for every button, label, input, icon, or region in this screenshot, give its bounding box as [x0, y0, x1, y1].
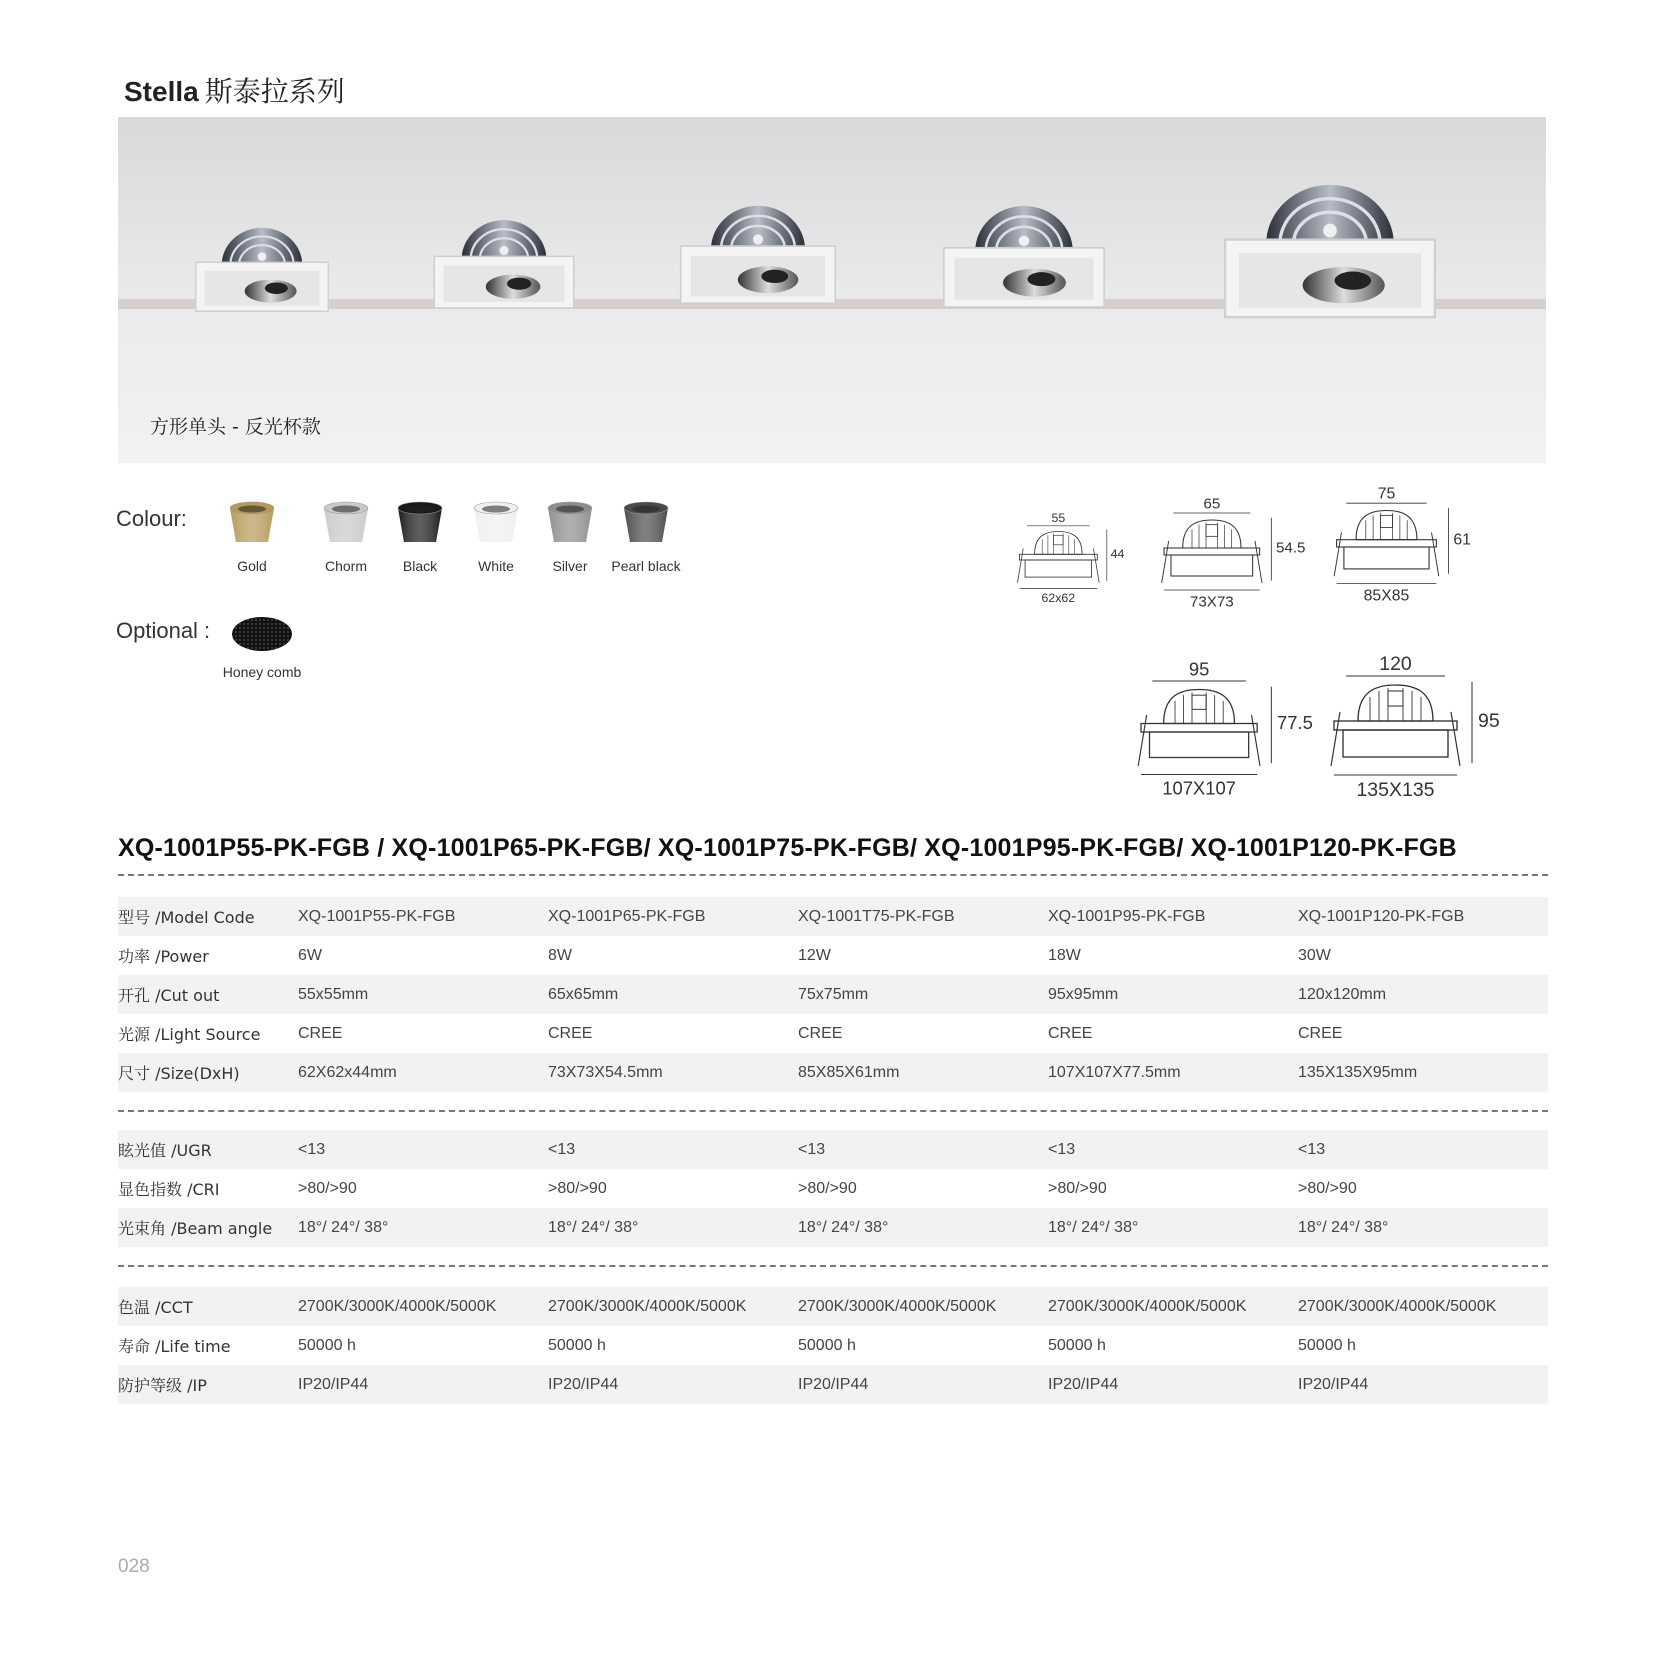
spec-value: 18°/ 24°/ 38° [548, 1208, 798, 1247]
spec-value: 2700K/3000K/4000K/5000K [298, 1287, 548, 1326]
spec-label: 尺寸 /Size(DxH) [118, 1053, 298, 1092]
spec-value: XQ-1001T75-PK-FGB [798, 897, 1048, 936]
spec-row [118, 1014, 1548, 1053]
drawing-width: 95 [1188, 658, 1210, 680]
colour-swatch-pearl-black [596, 500, 696, 574]
colour-name: Chorm [324, 558, 367, 574]
spec-value: <13 [298, 1130, 548, 1169]
spec-label: 光束角 /Beam angle [118, 1208, 298, 1247]
spec-value: IP20/IP44 [1048, 1365, 1298, 1404]
spec-label: 寿命 /Life time [118, 1337, 231, 1356]
spec-value: CREE [1298, 1024, 1343, 1042]
drawing-width: 65 [1203, 495, 1221, 513]
spec-label: 显色指数 /CRI [118, 1180, 220, 1199]
spec-value: IP20/IP44 [548, 1365, 798, 1404]
spec-label: 眩光值 /UGR [118, 1130, 298, 1169]
optional-label: Optional : [116, 618, 211, 643]
brand-name: Stella [124, 76, 199, 107]
spec-value: 50000 h [548, 1336, 606, 1354]
spec-table-optics [118, 1130, 1548, 1247]
drawing-footprint: 85X85 [1363, 587, 1410, 605]
spec-label: 色温 /CCT [118, 1287, 298, 1326]
product-hero-image [118, 117, 1546, 463]
drawing-height: 54.5 [1276, 539, 1306, 557]
spec-label: 开孔 /Cut out [118, 975, 298, 1014]
colour-name: Gold [237, 558, 267, 574]
reflector-ring-icon [320, 500, 372, 548]
model-codes-heading: XQ-1001P55-PK-FGB / XQ-1001P65-PK-FGB/ XQ-1001P75-PK-FGB/ XQ-1001P95-PK-FGB/ XQ-1001P120-PK-FGB [118, 834, 1457, 862]
reflector-ring-icon [226, 500, 278, 548]
drawing-footprint: 73X73 [1189, 593, 1234, 611]
spec-value: >80/>90 [548, 1179, 607, 1197]
dimension-drawing-120 [1316, 646, 1500, 814]
page-number: 028 [118, 1556, 150, 1577]
spec-value: 18°/ 24°/ 38° [298, 1208, 548, 1247]
spec-row [118, 936, 1548, 975]
spec-value: CREE [548, 1024, 593, 1042]
spec-row [118, 1287, 1548, 1326]
honeycomb-option [212, 614, 312, 680]
spec-value: 50000 h [798, 1336, 856, 1354]
spec-value: 50000 h [1298, 1336, 1356, 1354]
spec-value: >80/>90 [1048, 1179, 1107, 1197]
spec-value: 18°/ 24°/ 38° [798, 1208, 1048, 1247]
spec-label: 型号 /Model Code [118, 897, 298, 936]
spec-value: 50000 h [1048, 1336, 1106, 1354]
downlight-photo-3 [674, 197, 842, 312]
downlight-photo-2 [428, 214, 580, 314]
dimension-drawing-55 [1008, 510, 1125, 610]
spec-value: 12W [798, 946, 831, 964]
reflector-ring-icon [620, 500, 672, 548]
reflector-ring-icon [394, 500, 446, 548]
page-title [124, 70, 345, 110]
drawing-height: 77.5 [1277, 712, 1313, 734]
spec-row [118, 975, 1548, 1014]
spec-value: XQ-1001P95-PK-FGB [1048, 897, 1298, 936]
divider [118, 874, 1548, 876]
drawing-height: 61 [1453, 531, 1471, 549]
hero-caption: 方形单头 - 反光杯款 [150, 416, 321, 438]
spec-value: 6W [298, 946, 322, 964]
spec-value: XQ-1001P55-PK-FGB [298, 897, 548, 936]
spec-value: CREE [298, 1024, 343, 1042]
spec-value: 107X107X77.5mm [1048, 1053, 1298, 1092]
spec-row [118, 1169, 1548, 1208]
colour-name: Silver [552, 558, 588, 574]
spec-value: >80/>90 [1298, 1179, 1357, 1197]
spec-value: <13 [548, 1130, 798, 1169]
spec-label: 防护等级 /IP [118, 1365, 298, 1404]
spec-value: 2700K/3000K/4000K/5000K [798, 1287, 1048, 1326]
spec-value: <13 [798, 1130, 1048, 1169]
spec-value: XQ-1001P120-PK-FGB [1298, 897, 1548, 936]
spec-value: <13 [1048, 1130, 1298, 1169]
spec-value: 95x95mm [1048, 975, 1298, 1014]
downlight-photo-4 [936, 199, 1112, 314]
drawing-footprint: 62x62 [1041, 590, 1076, 605]
spec-value: 85X85X61mm [798, 1053, 1048, 1092]
dimension-drawing-75 [1322, 474, 1471, 620]
reflector-ring-icon [544, 500, 596, 548]
spec-value: 73X73X54.5mm [548, 1053, 798, 1092]
spec-label: 光源 /Light Source [118, 1025, 261, 1044]
spec-value: 18°/ 24°/ 38° [1298, 1208, 1548, 1247]
spec-value: 120x120mm [1298, 975, 1548, 1014]
spec-value: 62X62x44mm [298, 1053, 548, 1092]
spec-value: IP20/IP44 [798, 1365, 1048, 1404]
spec-value: >80/>90 [298, 1179, 357, 1197]
dimension-drawing-65 [1150, 490, 1306, 620]
colour-name: Black [402, 558, 438, 574]
spec-table-general [118, 897, 1548, 1092]
honeycomb-icon [230, 614, 294, 654]
spec-row [118, 1053, 1548, 1092]
drawing-width: 55 [1051, 511, 1066, 525]
spec-value: <13 [1298, 1130, 1548, 1169]
spec-value: 18°/ 24°/ 38° [1048, 1208, 1298, 1247]
spec-table-lifetime [118, 1287, 1548, 1404]
colour-swatch-gold [202, 500, 302, 574]
spec-value: IP20/IP44 [1298, 1365, 1548, 1404]
reflector-ring-icon [470, 500, 522, 548]
colour-label: Colour: [116, 506, 187, 531]
drawing-width: 120 [1379, 653, 1412, 675]
dimension-drawing-95 [1124, 654, 1313, 810]
spec-value: IP20/IP44 [298, 1365, 548, 1404]
spec-value: 65x65mm [548, 975, 798, 1014]
spec-value: 2700K/3000K/4000K/5000K [1048, 1287, 1298, 1326]
drawing-width: 75 [1377, 485, 1396, 503]
drawing-footprint: 135X135 [1356, 779, 1435, 801]
spec-row [118, 1365, 1548, 1404]
spec-value: 55x55mm [298, 975, 548, 1014]
series-name: 斯泰拉系列 [204, 75, 345, 108]
spec-value: 2700K/3000K/4000K/5000K [548, 1287, 798, 1326]
spec-value: XQ-1001P65-PK-FGB [548, 897, 798, 936]
spec-row [118, 1326, 1548, 1365]
spec-value: 2700K/3000K/4000K/5000K [1298, 1287, 1548, 1326]
spec-value: 75x75mm [798, 975, 1048, 1014]
spec-value: 135X135X95mm [1298, 1053, 1548, 1092]
honeycomb-label: Honey comb [222, 664, 302, 680]
colour-name: Pearl black [611, 558, 681, 574]
spec-value: CREE [1048, 1024, 1093, 1042]
divider [118, 1110, 1548, 1112]
drawing-height: 95 [1478, 710, 1500, 732]
spec-value: 30W [1298, 946, 1331, 964]
spec-value: >80/>90 [798, 1179, 857, 1197]
spec-value: CREE [798, 1024, 843, 1042]
spec-value: 8W [548, 946, 572, 964]
divider [118, 1265, 1548, 1267]
spec-value: 18W [1048, 946, 1081, 964]
spec-row [118, 1208, 1548, 1247]
downlight-photo-1 [190, 222, 334, 317]
spec-value: 50000 h [298, 1336, 356, 1354]
colour-name: White [478, 558, 514, 574]
downlight-photo-5 [1216, 172, 1444, 330]
spec-row [118, 1130, 1548, 1169]
drawing-height: 44 [1110, 547, 1125, 562]
spec-row [118, 897, 1548, 936]
spec-label: 功率 /Power [118, 947, 209, 966]
drawing-footprint: 107X107 [1162, 777, 1236, 799]
